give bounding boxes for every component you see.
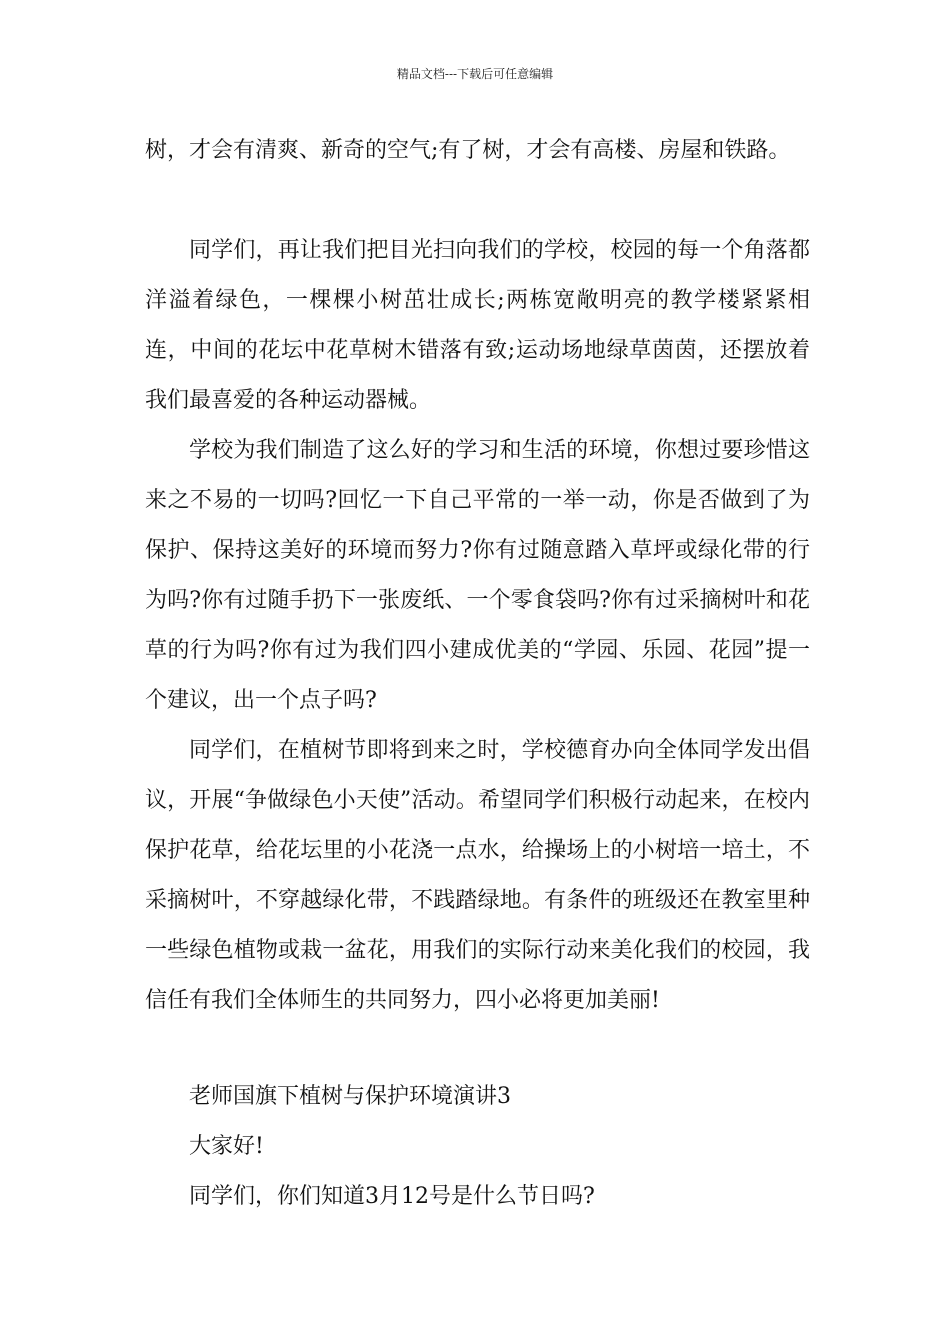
section-opening-line: 同学们，你们知道3月12号是什么节日吗? (189, 1184, 595, 1209)
paragraph-continuation: 树，才会有清爽、新奇的空气;有了树，才会有高楼、房屋和铁路。 (145, 138, 791, 163)
section-title: 老师国旗下植树与保护环境演讲3 (189, 1084, 511, 1109)
page-header: 精品文档---下载后可任意编辑 (396, 67, 554, 81)
paragraph-green-angel-initiative: 同学们，在植树节即将到来之时，学校德育办向全体同学发出倡议，开展“争做绿色小天使”活动。希望同学们积极行动起来，在校内保护花草，给花坛里的小花浇一点水，给操场上的小树培一培土，不采摘树叶，不穿越绿化带，不践踏绿地。有条件的班级还在教室里种一些绿色植物或栽一盆花，用我们的实际行动来美化我们的校园，我信任有我们全体师生的共同努力，四小必将更加美丽! (145, 738, 810, 1013)
section-greeting: 大家好! (189, 1134, 264, 1159)
paragraph-environment-questions: 学校为我们制造了这么好的学习和生活的环境，你想过要珍惜这来之不易的一切吗?回忆一下自己平常的一举一动，你是否做到了为保护、保持这美好的环境而努力?你有过随意踏入草坪或绿化带的行为吗?你有过随手扔下一张废纸、一个零食袋吗?你有过采摘树叶和花草的行为吗?你有过为我们四小建成优美的“学园、乐园、花园”提一个建议，出一个点子吗? (145, 438, 810, 713)
paragraph-school-campus: 同学们，再让我们把目光扫向我们的学校，校园的每一个角落都洋溢着绿色，一棵棵小树茁壮成长;两栋宽敞明亮的教学楼紧紧相连，中间的花坛中花草树木错落有致;运动场地绿草茵茵，还摆放着我们最喜爱的各种运动器械。 (145, 238, 810, 413)
